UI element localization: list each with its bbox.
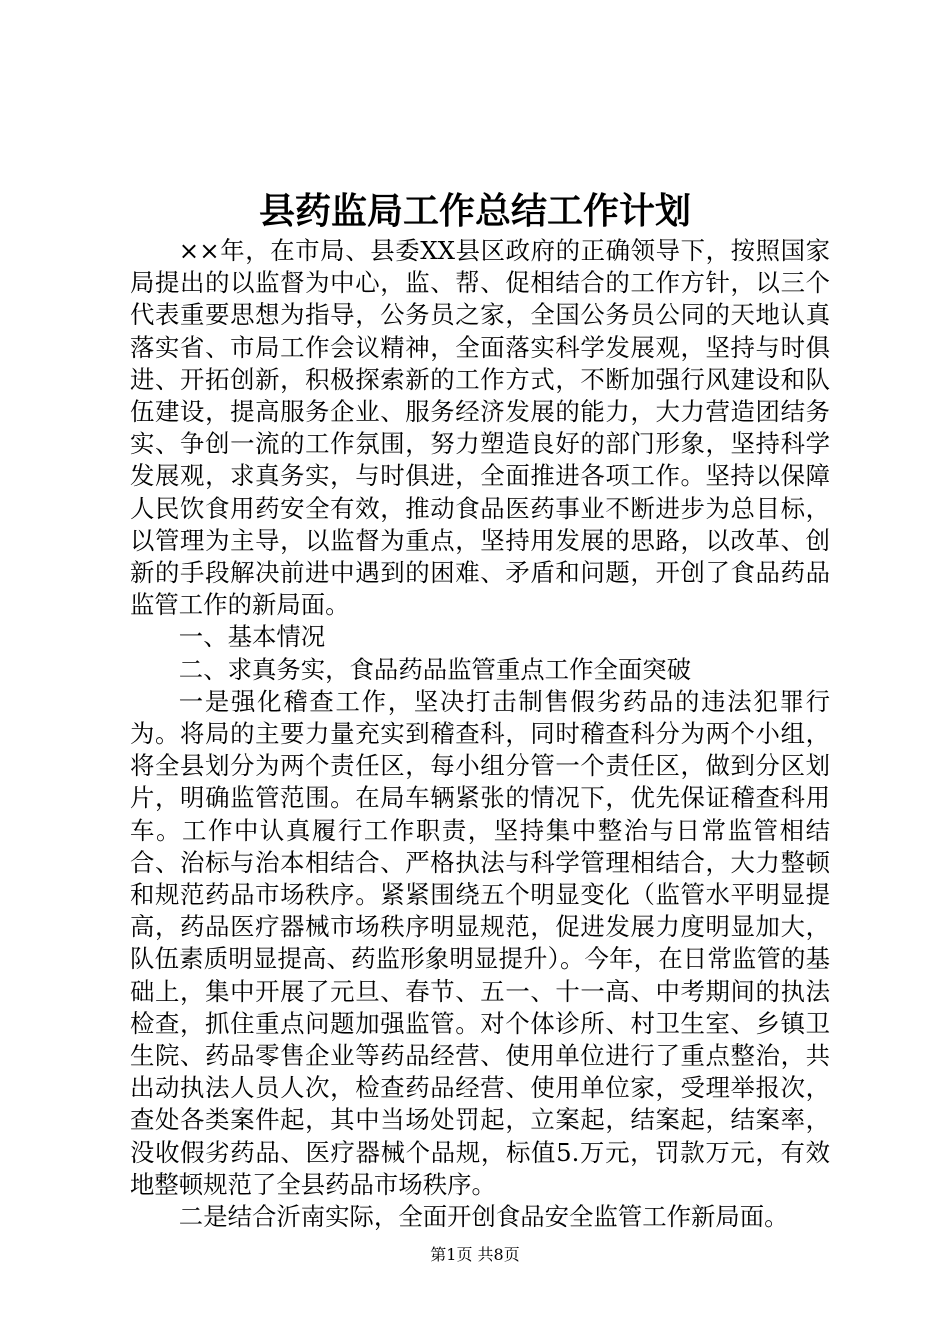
food-safety-paragraph: 二是结合沂南实际，全面开创食品安全监管工作新局面。: [178, 1202, 789, 1232]
document-body: [130, 235, 830, 1233]
inspection-work-paragraph: 一是强化稽查工作，坚决打击制售假劣药品的违法犯罪行为。将局的主要力量充实到稽查科，同时稽查科分为两个小组，将全县划分为两个责任区，每小组分管一个责任区，做到分区划片，明确监管范围。在局车辆紧张的情况下，优先保证稽查科用车。工作中认真履行工作职责，坚持集中整治与日常监管相结合、治标与治本相结合、严格执法与科学管理相结合，大力整顿和规范药品市场秩序。紧紧围绕五个明显变化（监管水平明显提高，药品医疗器械市场秩序明显规范，促进发展力度明显加大，队伍素质明显提高、药监形象明显提升）。今年，在日常监管的基础上，集中开展了元旦、春节、五一、十一高、中考期间的执法检查，抓住重点问题加强监管。对个体诊所、村卫生室、乡镇卫生院、药品零售企业等药品经营、使用单位进行了重点整治，共出动执法人员人次，检查药品经营、使用单位家，受理举报次，查处各类案件起，其中当场处罚起，立案起，结案起，结案率，没收假劣药品、医疗器械个品规，标值5.万元，罚款万元，有效地整顿规范了全县药品市场秩序。: [130, 686, 830, 1199]
intro-paragraph: ××年，在市局、县委XX县区政府的正确领导下，按照国家局提出的以监督为中心，监、帮、促相结合的工作方针，以三个代表重要思想为指导，公务员之家，全国公务员公同的天地认真落实省、市局工作会议精神，全面落实科学发展观，坚持与时俱进、开拓创新，积极探索新的工作方式，不断加强行风建设和队伍建设，提高服务企业、服务经济发展的能力，大力营造团结务实、争创一流的工作氛围，努力塑造良好的部门形象，坚持科学发展观，求真务实，与时俱进，全面推进各项工作。坚持以保障人民饮食用药安全有效，推动食品医药事业不断进步为总目标，以管理为主导，以监督为重点，坚持用发展的思路，以改革、创新的手段解决前进中遇到的困难、矛盾和问题，开创了食品药品监管工作的新局面。: [130, 236, 830, 620]
document-title: 县药监局工作总结工作计划: [258, 190, 691, 232]
section-heading-key-work: 二、求真务实，食品药品监管重点工作全面突破: [178, 654, 692, 684]
page-number-footer: 第1页 共8页: [430, 1245, 520, 1264]
section-heading-basic-situation: 一、基本情况: [178, 622, 326, 652]
